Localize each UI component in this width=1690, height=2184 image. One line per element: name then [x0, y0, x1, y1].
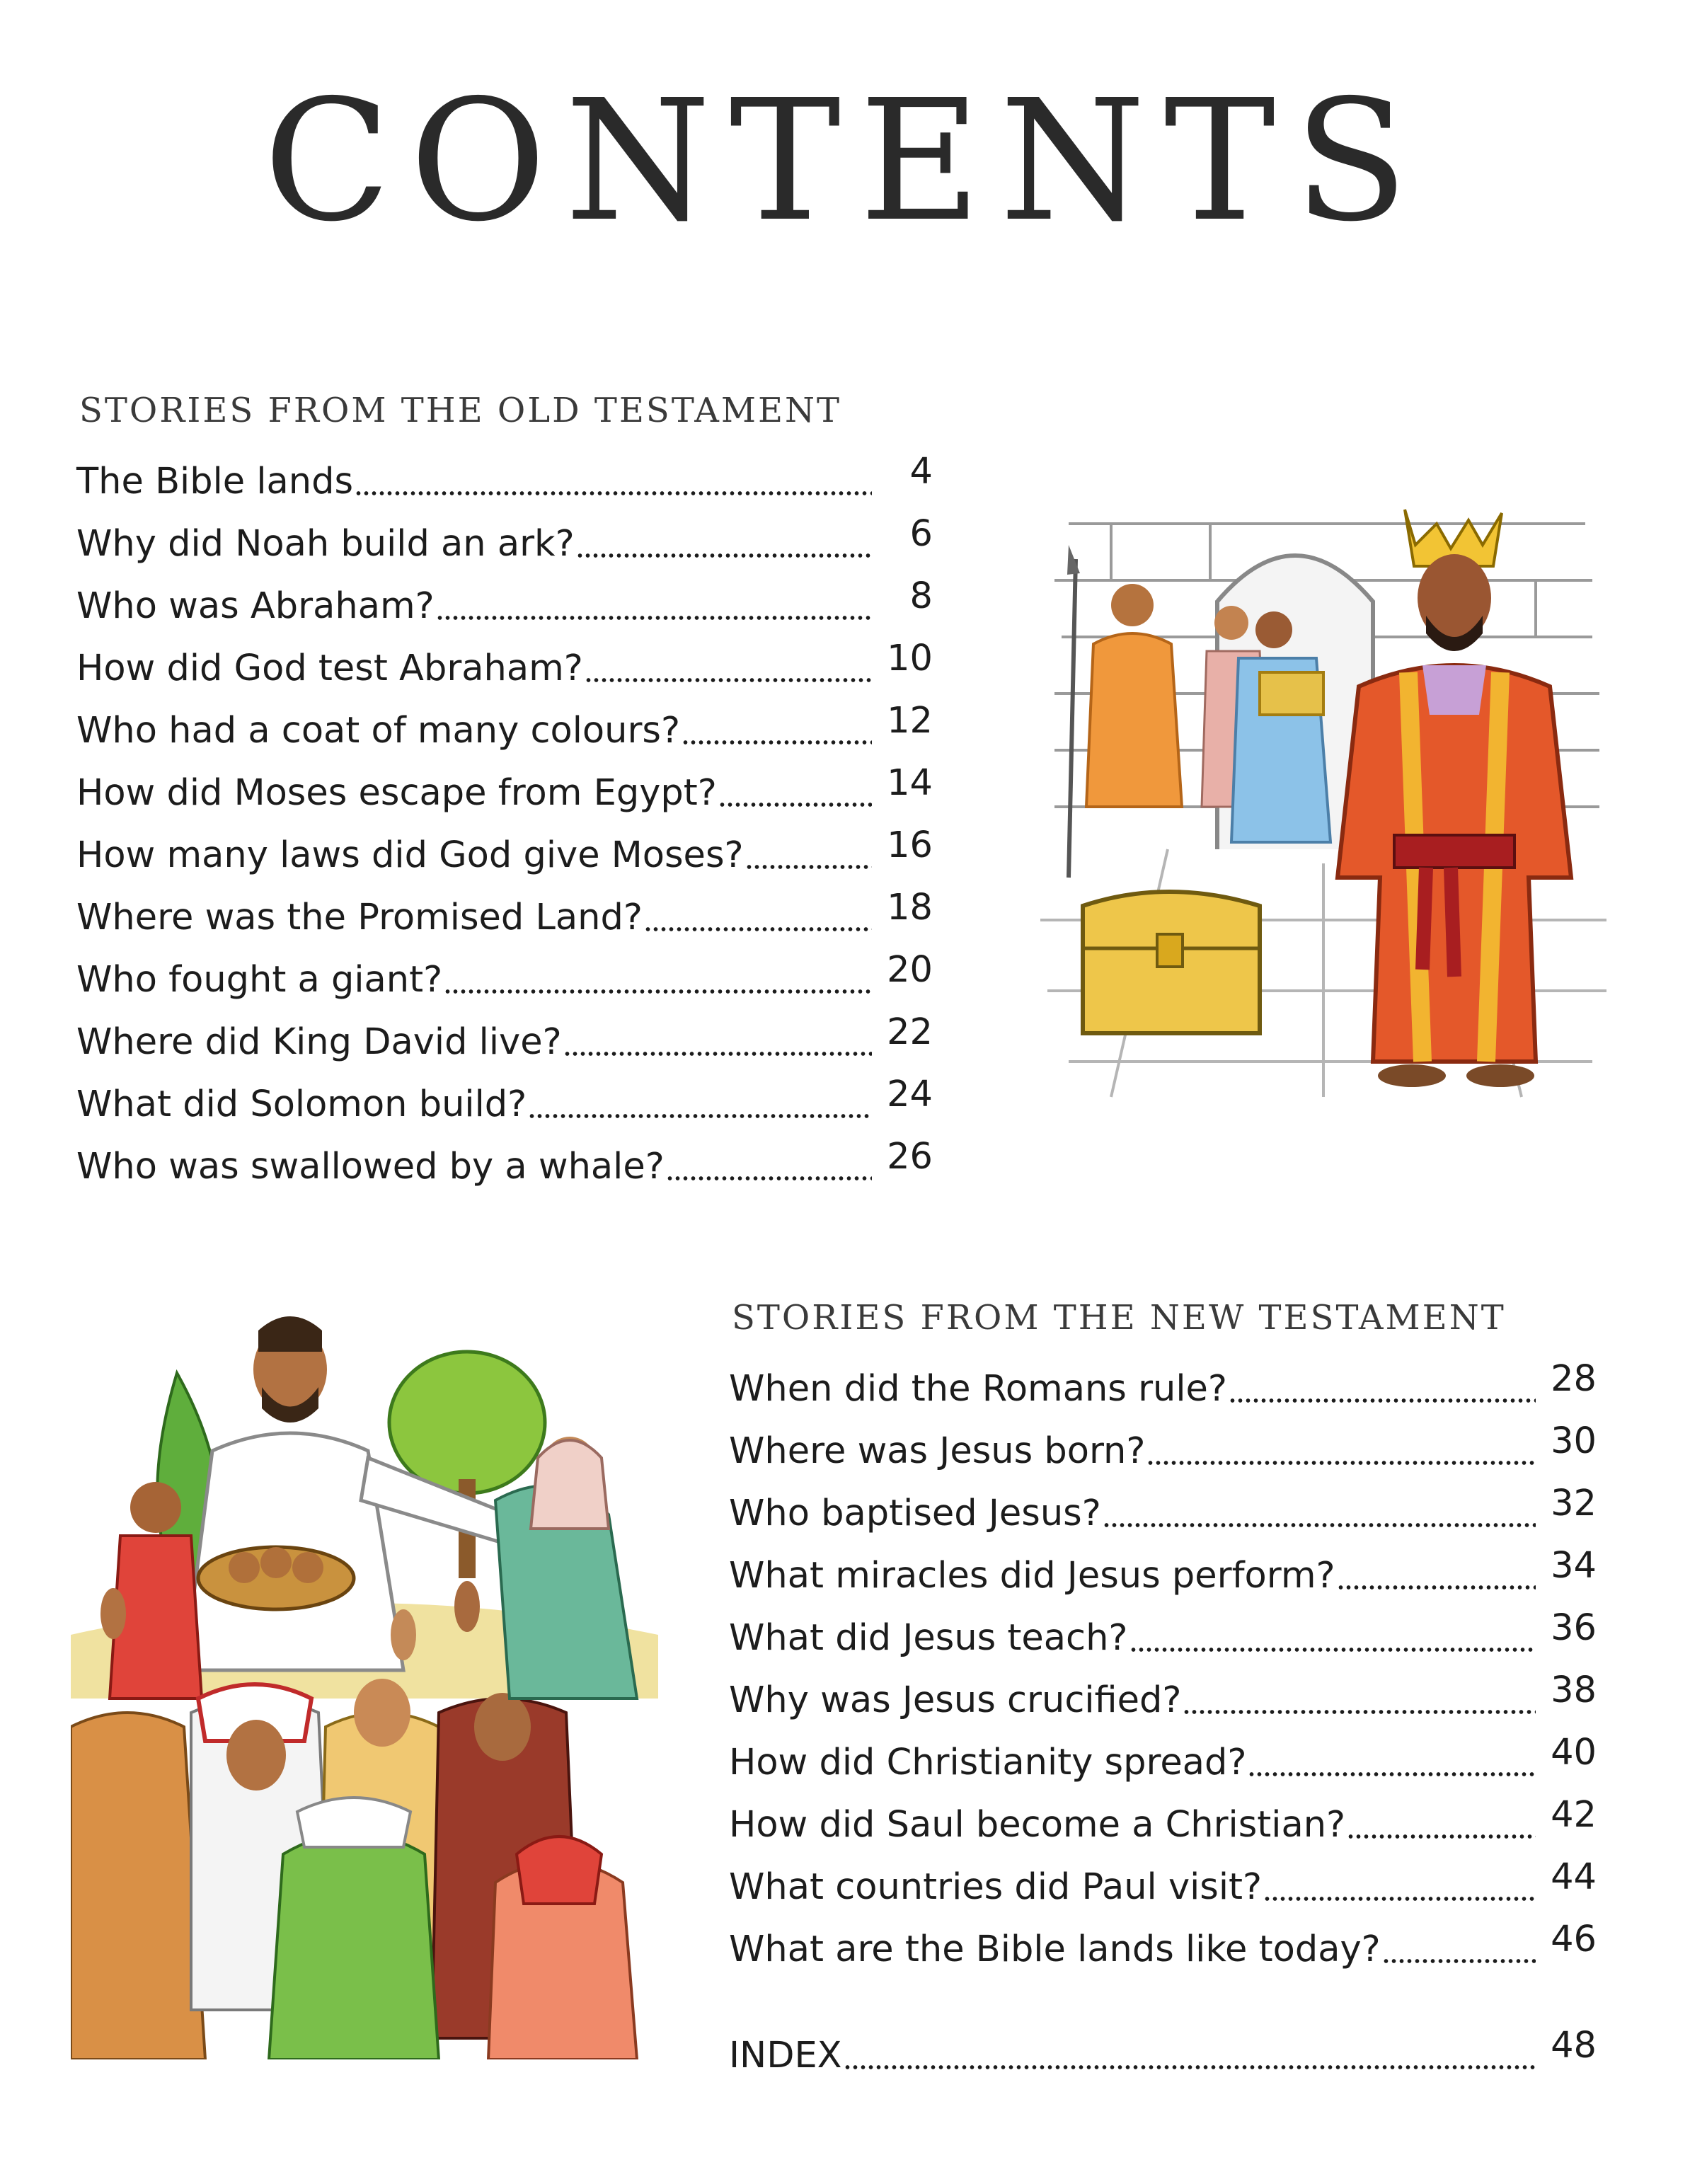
toc-entry[interactable] — [729, 1594, 1597, 1659]
toc-entry-page: 46 — [1551, 1919, 1597, 1960]
toc-entry[interactable] — [729, 1843, 1597, 1908]
toc-entry-title: Who baptised Jesus? — [729, 1493, 1101, 1534]
toc-entry-page: 36 — [1551, 1607, 1597, 1649]
dot-leader — [1183, 1710, 1536, 1714]
index-entry[interactable] — [729, 2011, 1597, 2074]
toc-entry[interactable] — [729, 1345, 1597, 1410]
toc-entry-title: Where was the Promised Land? — [76, 897, 643, 938]
dot-leader — [1347, 1834, 1536, 1839]
toc-entry[interactable] — [76, 437, 933, 500]
toc-entry[interactable] — [729, 1905, 1597, 1970]
dot-leader — [644, 927, 872, 931]
new-testament-list — [729, 1345, 1597, 1970]
toc-entry-title: Where was Jesus born? — [729, 1430, 1146, 1472]
index-list — [729, 2011, 1597, 2074]
dot-leader — [355, 491, 872, 495]
toc-entry[interactable] — [76, 998, 933, 1063]
toc-entry-title: How did Moses escape from Egypt? — [76, 772, 717, 814]
toc-entry-page: 4 — [909, 451, 933, 493]
toc-entry[interactable] — [76, 1122, 933, 1188]
toc-entry-title: Why was Jesus crucified? — [729, 1679, 1182, 1721]
dot-leader — [666, 1176, 872, 1180]
toc-entry-title: Who was swallowed by a whale? — [76, 1146, 665, 1188]
toc-entry-title: When did the Romans rule? — [729, 1368, 1227, 1410]
toc-entry-page: 22 — [887, 1011, 933, 1053]
dot-leader — [1263, 1897, 1536, 1901]
king-with-treasure-chest-illustration — [1026, 481, 1614, 1104]
toc-entry-title: How many laws did God give Moses? — [76, 834, 744, 876]
toc-entry-page: 38 — [1551, 1669, 1597, 1711]
toc-entry-title: Who had a coat of many colours? — [76, 710, 681, 752]
toc-entry-title: The Bible lands — [76, 461, 354, 502]
toc-entry-title: Who was Abraham? — [76, 585, 435, 627]
dot-leader — [576, 553, 872, 558]
toc-entry-title: What are the Bible lands like today? — [729, 1929, 1381, 1970]
toc-entry-title: What did Jesus teach? — [729, 1617, 1128, 1659]
dot-leader — [563, 1052, 872, 1056]
toc-entry[interactable] — [729, 1531, 1597, 1597]
toc-entry[interactable] — [729, 1469, 1597, 1534]
toc-entry-title: How did God test Abraham? — [76, 648, 583, 689]
dot-leader — [585, 678, 872, 682]
old-testament-heading: STORIES FROM THE OLD TESTAMENT — [79, 391, 842, 430]
toc-entry-page: 30 — [1551, 1420, 1597, 1462]
toc-entry[interactable] — [76, 873, 933, 936]
toc-entry-title: Why did Noah build an ark? — [76, 523, 575, 565]
toc-entry-title: Where did King David live? — [76, 1021, 562, 1063]
toc-entry-page: 12 — [887, 700, 933, 742]
toc-entry-title: What did Solomon build? — [76, 1084, 527, 1125]
jesus-feeding-crowd-illustration — [71, 1302, 658, 2059]
toc-entry[interactable] — [76, 811, 933, 876]
toc-entry[interactable] — [76, 749, 933, 814]
dot-leader — [1337, 1585, 1536, 1590]
toc-entry[interactable] — [76, 936, 933, 1001]
dot-leader — [745, 865, 872, 869]
toc-entry-page: 18 — [887, 887, 933, 929]
toc-entry-page: 26 — [887, 1136, 933, 1178]
toc-entry[interactable] — [729, 1407, 1597, 1472]
dot-leader — [1382, 1959, 1536, 1963]
toc-entry[interactable] — [729, 1781, 1597, 1846]
toc-entry-page: 42 — [1551, 1794, 1597, 1836]
toc-entry-title: Who fought a giant? — [76, 959, 443, 1001]
dot-leader — [1248, 1772, 1536, 1776]
new-testament-heading: STORIES FROM THE NEW TESTAMENT — [732, 1298, 1506, 1338]
toc-entry[interactable] — [76, 500, 933, 565]
dot-leader — [1146, 1461, 1536, 1465]
page-title: CONTENTS — [263, 64, 1427, 258]
toc-entry[interactable] — [729, 1718, 1597, 1781]
toc-entry-page: 10 — [887, 638, 933, 679]
toc-entry-page: 28 — [1551, 1358, 1597, 1400]
toc-entry-title: How did Saul become a Christian? — [729, 1804, 1346, 1846]
dot-leader — [444, 989, 872, 994]
toc-entry-page: 20 — [887, 949, 933, 991]
dot-leader — [1103, 1523, 1536, 1527]
toc-entry-page: 14 — [887, 762, 933, 804]
toc-entry-page: 6 — [909, 513, 933, 555]
toc-entry-title: How did Christianity spread? — [729, 1742, 1247, 1783]
old-testament-list — [76, 437, 933, 1188]
toc-entry-page: 32 — [1551, 1483, 1597, 1524]
toc-entry[interactable] — [76, 562, 933, 627]
toc-entry-page: 40 — [1551, 1732, 1597, 1774]
dot-leader — [718, 803, 872, 807]
dot-leader — [528, 1114, 872, 1118]
toc-entry-page: 44 — [1551, 1856, 1597, 1898]
toc-entry-page: 34 — [1551, 1545, 1597, 1587]
index-entry-title: INDEX — [729, 2035, 842, 2076]
dot-leader — [844, 2065, 1536, 2069]
toc-entry-title: What miracles did Jesus perform? — [729, 1555, 1335, 1597]
toc-entry[interactable] — [76, 624, 933, 689]
toc-entry-title: What countries did Paul visit? — [729, 1866, 1263, 1908]
dot-leader — [1229, 1398, 1536, 1403]
index-entry-page: 48 — [1551, 2025, 1597, 2067]
dot-leader — [436, 616, 872, 620]
toc-entry-page: 16 — [887, 824, 933, 866]
toc-entry[interactable] — [729, 1656, 1597, 1721]
toc-entry[interactable] — [76, 1060, 933, 1125]
dot-leader — [682, 740, 872, 745]
toc-entry-page: 8 — [909, 575, 933, 617]
dot-leader — [1129, 1648, 1536, 1652]
toc-entry-page: 24 — [887, 1074, 933, 1115]
toc-entry[interactable] — [76, 686, 933, 752]
